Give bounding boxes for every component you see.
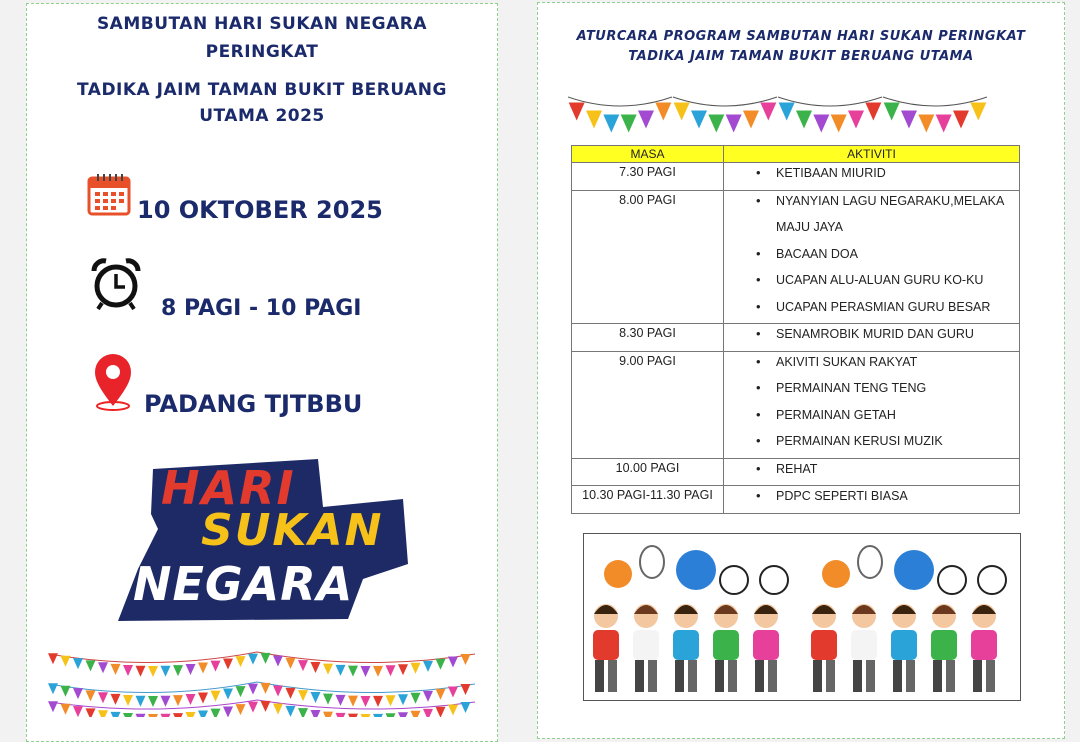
event-date: 10 OKTOBER 2025	[137, 196, 383, 224]
table-row	[572, 324, 1020, 352]
activity-cell	[724, 324, 1020, 352]
activity-item: • UCAPAN ALU-ALUAN GURU KO-KU	[776, 270, 1019, 297]
table-row	[572, 163, 1020, 191]
logo-word-negara: NEGARA	[133, 557, 354, 611]
sports-children-illustration	[583, 533, 1021, 701]
time-cell: 10.00 PAGI	[572, 458, 724, 486]
activity-item: • UCAPAN PERASMIAN GURU BESAR	[776, 297, 1019, 324]
event-time: 8 PAGI - 10 PAGI	[161, 296, 362, 321]
title-line-2: PERINGKAT	[205, 42, 319, 62]
schedule-table	[571, 145, 1020, 514]
title-line-1: SAMBUTAN HARI SUKAN NEGARA	[96, 14, 428, 34]
activity-item: • PDPC SEPERTI BIASA	[776, 486, 1019, 513]
logo-word-sukan: SUKAN	[201, 505, 384, 556]
table-row	[572, 458, 1020, 486]
programme-title-line-1: ATURCARA PROGRAM SAMBUTAN HARI SUKAN PERINGKAT	[576, 29, 1026, 44]
activity-item-continuation: MAJU JAYA	[776, 220, 843, 234]
activity-item: • REHAT	[776, 459, 1019, 486]
alarm-clock-icon	[90, 257, 142, 311]
title-line-4: UTAMA 2025	[199, 106, 325, 126]
activity-item: • SENAMROBIK MURID DAN GURU	[776, 324, 1019, 351]
table-row	[572, 190, 1020, 324]
activity-cell	[724, 163, 1020, 191]
activity-item: • KETIBAAN MIURID	[776, 163, 1019, 190]
top-bunting-decoration	[568, 89, 988, 135]
location-pin-icon	[93, 354, 133, 412]
title-line-3: TADIKA JAIM TAMAN BUKIT BERUANG	[77, 80, 447, 100]
table-row	[572, 351, 1020, 458]
activity-item: • NYANYIAN LAGU NEGARAKU,MELAKA	[776, 191, 1019, 218]
time-cell: 8.30 PAGI	[572, 324, 724, 352]
activity-item: • BACAAN DOA	[776, 244, 1019, 271]
hari-sukan-negara-logo	[113, 459, 413, 624]
invitation-panel	[26, 3, 498, 742]
time-cell: 8.00 PAGI	[572, 190, 724, 324]
time-cell: 9.00 PAGI	[572, 351, 724, 458]
bunting-decoration	[47, 632, 477, 717]
activity-item: • PERMAINAN TENG TENG	[776, 378, 1019, 405]
activity-cell	[724, 190, 1020, 324]
calendar-icon	[87, 172, 131, 216]
logo-word-hari: HARI	[161, 461, 296, 515]
activity-cell	[724, 351, 1020, 458]
activity-item: • PERMAINAN KERUSI MUZIK	[776, 431, 1019, 458]
header-aktiviti: AKTIVITI	[724, 146, 1020, 163]
table-row	[572, 486, 1020, 514]
activity-cell	[724, 486, 1020, 514]
header-masa: MASA	[572, 146, 724, 163]
activity-item: • PERMAINAN GETAH	[776, 405, 1019, 432]
time-cell: 10.30 PAGI-11.30 PAGI	[572, 486, 724, 514]
time-cell: 7.30 PAGI	[572, 163, 724, 191]
programme-panel	[537, 2, 1065, 739]
programme-title-line-2: TADIKA JAIM TAMAN BUKIT BERUANG UTAMA	[628, 49, 974, 64]
event-venue: PADANG TJTBBU	[144, 390, 363, 418]
activity-cell	[724, 458, 1020, 486]
activity-item: • AKIVITI SUKAN RAKYAT	[776, 352, 1019, 379]
